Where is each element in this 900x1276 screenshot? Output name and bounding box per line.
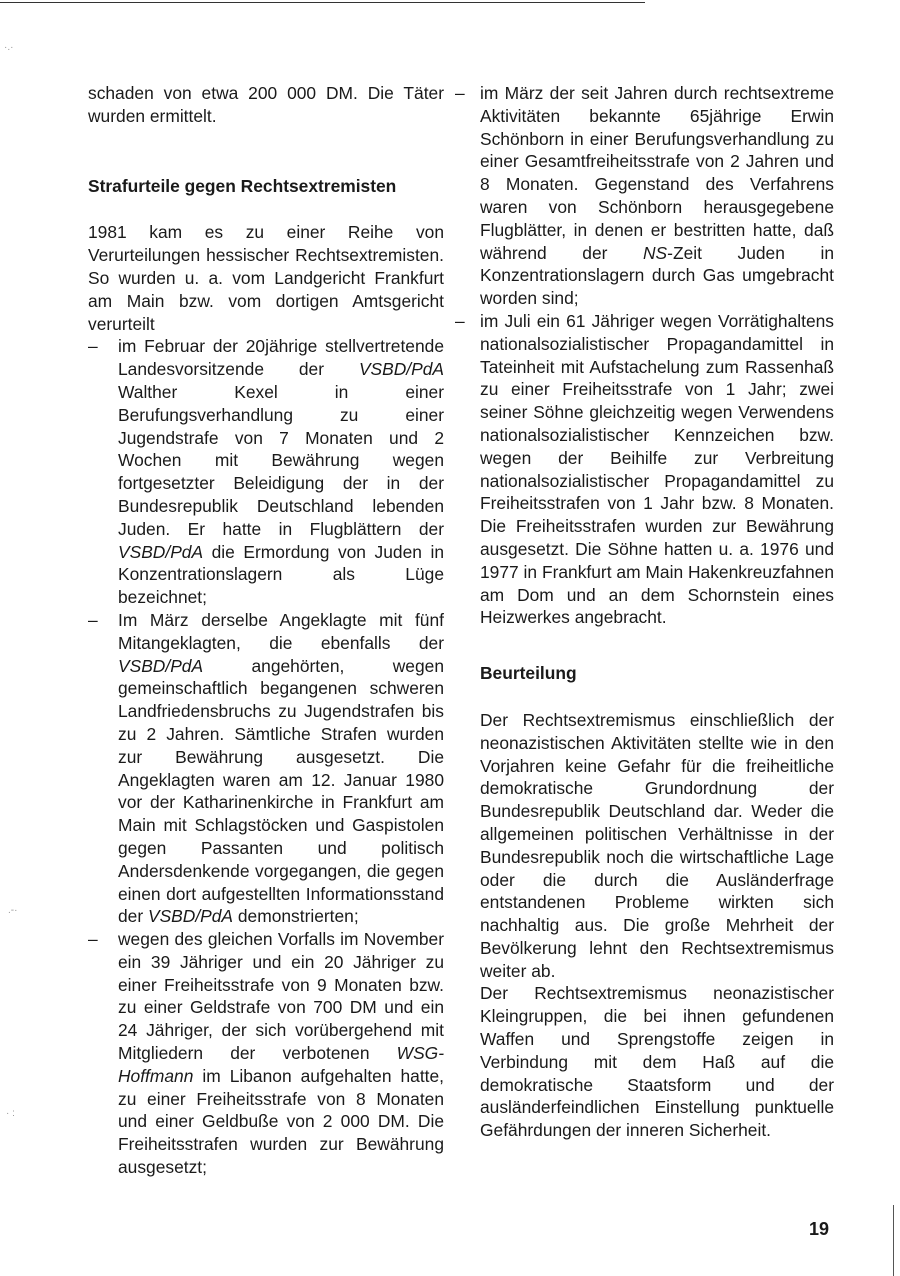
lead-paragraph: 1981 kam es zu einer Reihe von Verurteilungen hessischer Rechtsextremisten. So wurden u. a. vom Landgericht Frankfurt am Main bzw. vom dortigen Amtsgericht verurteilt: [88, 222, 444, 334]
page-number: 19: [809, 1219, 830, 1239]
intro-paragraph: schaden von etwa 200 000 DM. Die Täter wurden ermittelt.: [88, 83, 444, 126]
org-name: VSBD/PdA: [358, 359, 444, 380]
section-heading-strafurteile: Strafurteile gegen Rechtsextremisten: [88, 175, 397, 196]
list-item: – Im März derselbe Angeklagte mit fünf Mitangeklagten, die ebenfalls der VSBD/PdA angehörten, wegen gemeinschaftlich begangenen schweren Landfriedensbruchs zu Jugendstrafen bis zu 2 Jahren. Sämtliche Strafen wurden zur Bewährung ausgesetzt. Die Angeklagten waren am 12. Januar 1980 vor der Katharinenkirche in Frankfurt am Main mit Schlagstöcken und Gaspistolen gegen Passanten und politisch Andersdenkende vorgegangen, die gegen einen dort aufgestellten Informationsstand der VSBD/PdA demonstrierten;: [88, 609, 444, 928]
org-name: NS: [642, 242, 668, 263]
scan-speck: · :: [6, 1108, 15, 1119]
list-item: – im Februar der 20jährige stellvertretende Landesvorsitzende der VSBD/PdA Walther Kexel in einer Berufungsverhandlung zu einer Jugendstrafe von 7 Monaten und 2 Wochen mit Bewährung wegen fortgesetzter Beleidigung der in der Bundesrepublik Deutschland lebenden Juden. Er hatte in Flugblättern der VSBD/PdA die Ermordung von Juden in Konzentrationslagern als Lüge bezeichnet;: [88, 335, 444, 609]
verdict-list-right: [455, 82, 834, 629]
org-name: VSBD/PdA: [118, 655, 204, 676]
page-edge: [893, 1205, 894, 1276]
verdict-list-left: [88, 335, 444, 1178]
org-name: WSG-Hoffmann: [118, 1043, 444, 1086]
list-item: – im Juli ein 61 Jähriger wegen Vorrätighaltens nationalsozialistischer Propagandamittel in Tateinheit mit Aufstachelung zum Rassenhaß zu einer Freiheitsstrafe von 1 Jahr; zwei seiner Söhne gleichzeitig wegen Verwendens nationalsozialistischer Kennzeichen bzw. wegen der Beihilfe zur Verbreitung nationalsozialistischer Propagandamittel zu Freiheitsstrafen von 1 Jahr bzw. 8 Monaten. Die Freiheitsstrafen wurden zur Bewährung ausgesetzt. Die Söhne hatten u. a. 1976 und 1977 in Frankfurt am Main Hakenkreuzfahnen am Dom und an dem Schornstein eines Heizwerkes angebracht.: [455, 310, 834, 629]
right-column: [480, 82, 834, 1142]
org-name: VSBD/PdA: [147, 906, 234, 927]
top-rule: [0, 2, 645, 3]
section-heading-beurteilung: Beurteilung: [480, 663, 577, 684]
assessment-paragraph-1: Der Rechtsextremismus einschließlich der neonazistischen Aktivitäten stellte wie in den Vorjahren keine Gefahr für die freiheitliche demokratische Grundordnung der Bundesrepublik Deutschland dar. Weder die allgemeinen politischen Verhältnisse in der Bundesrepublik noch die wirtschaftliche Lage oder die durch die Ausländerfrage entstandenen Probleme wirkten sich nachhaltig aus. Die große Mehrheit der Bevölkerung lehnt den Rechtsextremismus weiter ab.: [480, 709, 834, 981]
assessment-paragraph-2: Der Rechtsextremismus neonazistischer Kleingruppen, die bei ihnen gefundenen Waffen und Sprengstoffe zeigen in Verbindung mit dem Haß auf die demokratische Staatsform und der ausländerfeindlichen Einstellung punktuelle Gefährdungen der inneren Sicherheit.: [480, 983, 834, 1141]
left-column: [88, 82, 444, 1179]
scan-speck: .-·: [8, 905, 18, 916]
list-item: – wegen des gleichen Vorfalls im November ein 39 Jähriger und ein 20 Jähriger zu einer Freiheitsstrafe von 9 Monaten bzw. zu einer Geldstrafe von 700 DM und ein 24 Jähriger, der sich vorübergehend mit Mitgliedern der verbotenen WSG-Hoffmann im Libanon aufgehalten hatte, zu einer Freiheitsstrafe von 8 Monaten und einer Geldbuße von 2 000 DM. Die Freiheitsstrafen wurden zur Bewährung ausgesetzt;: [88, 928, 444, 1179]
org-name: VSBD/PdA: [118, 541, 204, 562]
list-item: – im März der seit Jahren durch rechtsextreme Aktivitäten bekannte 65jährige Erwin Schönborn in einer Berufungsverhandlung zu einer Gesamtfreiheitsstrafe von 2 Jahren und 8 Monaten. Gegenstand des Verfahrens waren von Schönborn herausgegebene Flugblätter, in denen er bestritten hatte, daß während der NS-Zeit Juden in Konzentrationslagern durch Gas umgebracht worden sind;: [455, 82, 834, 310]
scan-speck: ·.·: [4, 42, 14, 53]
